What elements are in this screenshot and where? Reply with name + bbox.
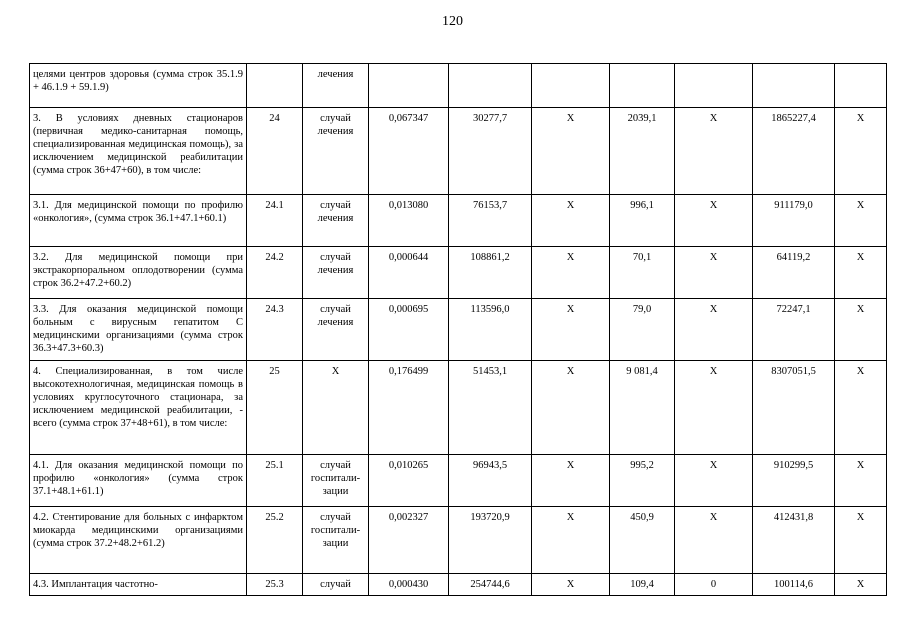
row-value-4: 79,0: [610, 299, 675, 361]
table-row: [30, 299, 887, 361]
row-value-7: Х: [835, 299, 887, 361]
row-name: 3.1. Для медицинской помощи по профилю «онкология», (сумма строк 36.1+47.1+60.1): [30, 195, 247, 247]
row-unit: случай лечения: [303, 195, 369, 247]
row-value-2: 96943,5: [449, 455, 532, 507]
row-unit: случай лечения: [303, 247, 369, 299]
row-value-6: 72247,1: [753, 299, 835, 361]
table-body: [30, 64, 887, 596]
row-value-3: [532, 64, 610, 108]
row-name: 4.1. Для оказания медицинской помощи по профилю «онкология» (сумма строк 37.1+48.1+61.1): [30, 455, 247, 507]
row-value-2: 51453,1: [449, 361, 532, 455]
row-value-3: Х: [532, 299, 610, 361]
row-value-1: 0,010265: [369, 455, 449, 507]
row-name: 3.3. Для оказания медицинской помощи больным с вирусным гепатитом С медицинскими организациями (сумма строк 36.3+47.3+60.3): [30, 299, 247, 361]
row-value-1: 0,176499: [369, 361, 449, 455]
row-value-1: 0,000644: [369, 247, 449, 299]
row-unit: случай лечения: [303, 108, 369, 195]
row-value-6: 412431,8: [753, 507, 835, 574]
table-row: [30, 455, 887, 507]
financing-table: [29, 63, 887, 596]
row-value-7: Х: [835, 507, 887, 574]
row-value-4: 109,4: [610, 574, 675, 596]
row-value-1: 0,002327: [369, 507, 449, 574]
row-value-7: Х: [835, 108, 887, 195]
page-number: 120: [442, 14, 463, 29]
row-value-6: 910299,5: [753, 455, 835, 507]
row-name: 3. В условиях дневных стационаров (первичная медико-санитарная помощь, специализированная медицинская помощь), за исключением медицинской реабилитации (сумма строк 36+47+60), в том числе:: [30, 108, 247, 195]
row-value-1: 0,013080: [369, 195, 449, 247]
row-number: 24.3: [247, 299, 303, 361]
row-value-7: Х: [835, 361, 887, 455]
row-value-4: 2039,1: [610, 108, 675, 195]
row-value-6: 64119,2: [753, 247, 835, 299]
row-value-2: 76153,7: [449, 195, 532, 247]
row-unit: лечения: [303, 64, 369, 108]
row-value-2: 254744,6: [449, 574, 532, 596]
row-value-5: Х: [675, 247, 753, 299]
row-unit: случай госпитали-зации: [303, 507, 369, 574]
row-value-5: 0: [675, 574, 753, 596]
row-value-4: 996,1: [610, 195, 675, 247]
table-row: [30, 195, 887, 247]
row-value-5: Х: [675, 455, 753, 507]
table-row: [30, 247, 887, 299]
row-number: 25.2: [247, 507, 303, 574]
row-value-6: 100114,6: [753, 574, 835, 596]
row-value-3: Х: [532, 247, 610, 299]
row-number: [247, 64, 303, 108]
row-value-1: [369, 64, 449, 108]
row-value-6: [753, 64, 835, 108]
table-row: [30, 361, 887, 455]
row-value-2: 30277,7: [449, 108, 532, 195]
row-unit: случай: [303, 574, 369, 596]
row-value-6: 8307051,5: [753, 361, 835, 455]
row-number: 24.1: [247, 195, 303, 247]
row-number: 24: [247, 108, 303, 195]
row-value-7: Х: [835, 574, 887, 596]
row-value-4: 995,2: [610, 455, 675, 507]
row-value-5: Х: [675, 195, 753, 247]
row-value-3: Х: [532, 507, 610, 574]
row-value-7: Х: [835, 455, 887, 507]
row-value-6: 1865227,4: [753, 108, 835, 195]
row-value-1: 0,000430: [369, 574, 449, 596]
row-value-5: Х: [675, 299, 753, 361]
table-row: [30, 64, 887, 108]
row-value-3: Х: [532, 455, 610, 507]
row-number: 25.1: [247, 455, 303, 507]
row-value-5: Х: [675, 507, 753, 574]
row-unit: случай лечения: [303, 299, 369, 361]
row-value-1: 0,067347: [369, 108, 449, 195]
row-number: 25: [247, 361, 303, 455]
row-value-4: [610, 64, 675, 108]
row-value-2: [449, 64, 532, 108]
row-value-2: 113596,0: [449, 299, 532, 361]
row-number: 24.2: [247, 247, 303, 299]
row-value-5: Х: [675, 361, 753, 455]
row-value-5: [675, 64, 753, 108]
row-value-3: Х: [532, 574, 610, 596]
table-row: [30, 507, 887, 574]
row-value-7: Х: [835, 247, 887, 299]
row-value-6: 911179,0: [753, 195, 835, 247]
row-value-1: 0,000695: [369, 299, 449, 361]
row-name: 4.3. Имплантация частотно-: [30, 574, 247, 596]
row-name: 4.2. Стентирование для больных с инфарктом миокарда медицинскими организациями (сумма строк 37.2+48.2+61.2): [30, 507, 247, 574]
row-number: 25.3: [247, 574, 303, 596]
row-value-5: Х: [675, 108, 753, 195]
row-name: целями центров здоровья (сумма строк 35.1.9 + 46.1.9 + 59.1.9): [30, 64, 247, 108]
row-value-3: Х: [532, 195, 610, 247]
table-row: [30, 574, 887, 596]
row-value-4: 9 081,4: [610, 361, 675, 455]
row-value-4: 450,9: [610, 507, 675, 574]
row-name: 4. Специализированная, в том числе высокотехнологичная, медицинская помощь в условиях круглосуточного стационара, за исключением медицинской реабилитации, - всего (сумма строк 37+48+61), в том числе:: [30, 361, 247, 455]
row-value-3: Х: [532, 108, 610, 195]
row-value-7: Х: [835, 195, 887, 247]
row-unit: Х: [303, 361, 369, 455]
row-unit: случай госпитали-зации: [303, 455, 369, 507]
table-row: [30, 108, 887, 195]
row-value-2: 108861,2: [449, 247, 532, 299]
row-name: 3.2. Для медицинской помощи при экстракорпоральном оплодотворении (сумма строк 36.2+47.2+60.2): [30, 247, 247, 299]
row-value-2: 193720,9: [449, 507, 532, 574]
row-value-4: 70,1: [610, 247, 675, 299]
row-value-3: Х: [532, 361, 610, 455]
row-value-7: [835, 64, 887, 108]
